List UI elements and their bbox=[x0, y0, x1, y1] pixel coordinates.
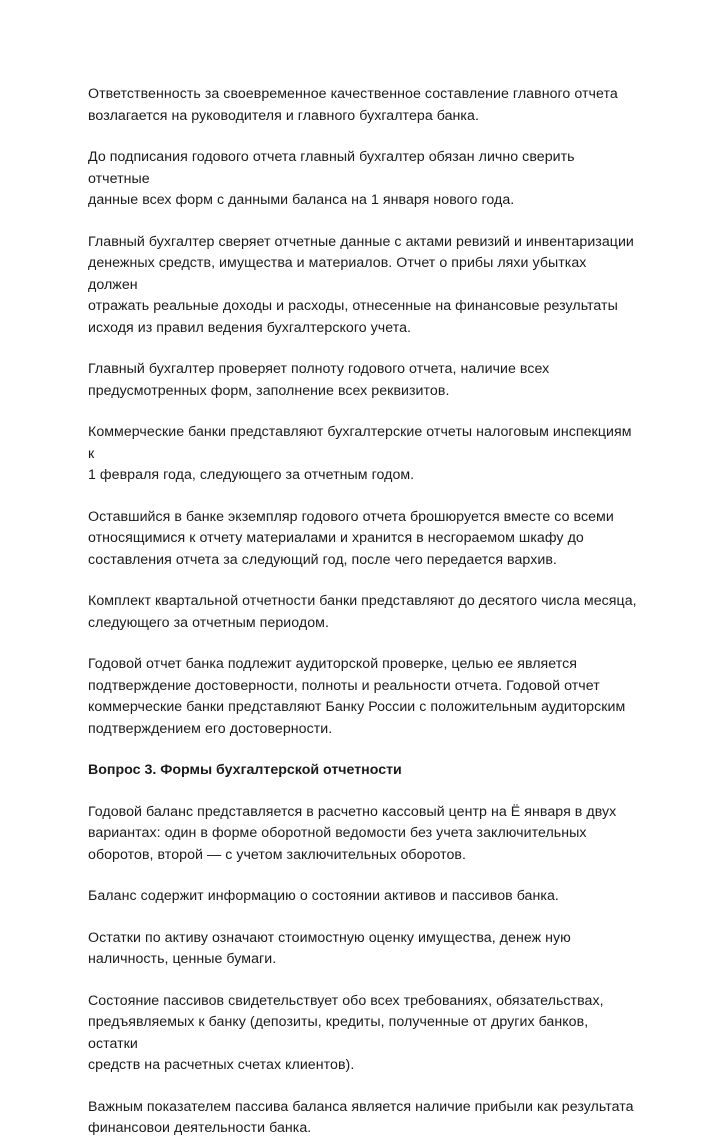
paragraph-signing-check: До подписания годового отчета главный бухгалтер обязан лично сверить отчетные данные всех форм с данными баланса на 1 января нового года. bbox=[88, 149, 575, 208]
paragraph-responsibility: Ответственность за своевременное качественное составление главного отчета возлагается на руководителя и главного бухгалтера банка. bbox=[88, 86, 618, 124]
paragraph-archive: Оставшийся в банке экземпляр годового отчета брошюруется вместе со всеми относящимися к отчету материалами и хранится в несгораемом шкафу до составления отчета за следующий год, после чего передается вархив. bbox=[88, 508, 614, 568]
paragraph-profit: Важным показателем пассива баланса является наличие прибыли как результата финансовои деятельности банка. bbox=[88, 1098, 634, 1136]
paragraph-quarterly: Комплект квартальной отчетности банки представляют до десятого числа месяца, следующего за отчетным периодом. bbox=[88, 593, 637, 631]
paragraph-audit: Годовой отчет банка подлежит аудиторской проверке, целью ее является подтверждение достоверности, полноты и реальности отчета. Годовой отчет коммерческие банки представляют Банку России с положительным аудиторским подтверждением его достоверности. bbox=[88, 656, 626, 737]
paragraph-reconciliation: Главный бухгалтер сверяет отчетные данные с актами ревизий и инвентаризации денежных средств, имущества и материалов. Отчет о прибы ляхи убытках должен отражать реальные доходы и расходы, отнесенные на финансовые результаты исходя из правил ведения бухгалтерского учета. bbox=[88, 233, 634, 336]
paragraph-tax-reports: Коммерческие банки представляют бухгалтерские отчеты налоговым инспекциям к 1 февраля года, следующего за отчетным годом. bbox=[88, 424, 632, 483]
paragraph-balance-contents: Баланс содержит информацию о состоянии активов и пассивов банка. bbox=[88, 888, 559, 904]
paragraph-annual-balance: Годовой баланс представляется в расчетно кассовый центр на Ё января в двух вариантах: один в форме оборотной ведомости без учета заключительных оборотов, второй — с учетом заключительных оборотов. bbox=[88, 803, 617, 863]
section-heading: Вопрос 3. Формы бухгалтерской отчетности bbox=[88, 762, 402, 778]
paragraph-assets: Остатки по активу означают стоимостную оценку имущества, денеж ную наличность, ценные бумаги. bbox=[88, 929, 571, 967]
paragraph-completeness: Главный бухгалтер проверяет полноту годового отчета, наличие всех предусмотренных форм, заполнение всех реквизитов. bbox=[88, 361, 550, 399]
paragraph-liabilities: Состояние пассивов свидетельствует обо всех требованиях, обязательствах, предъявляемых к банку (депозиты, кредиты, полученные от других банков, остатки средств на расчетных счетах клиентов). bbox=[88, 992, 604, 1073]
